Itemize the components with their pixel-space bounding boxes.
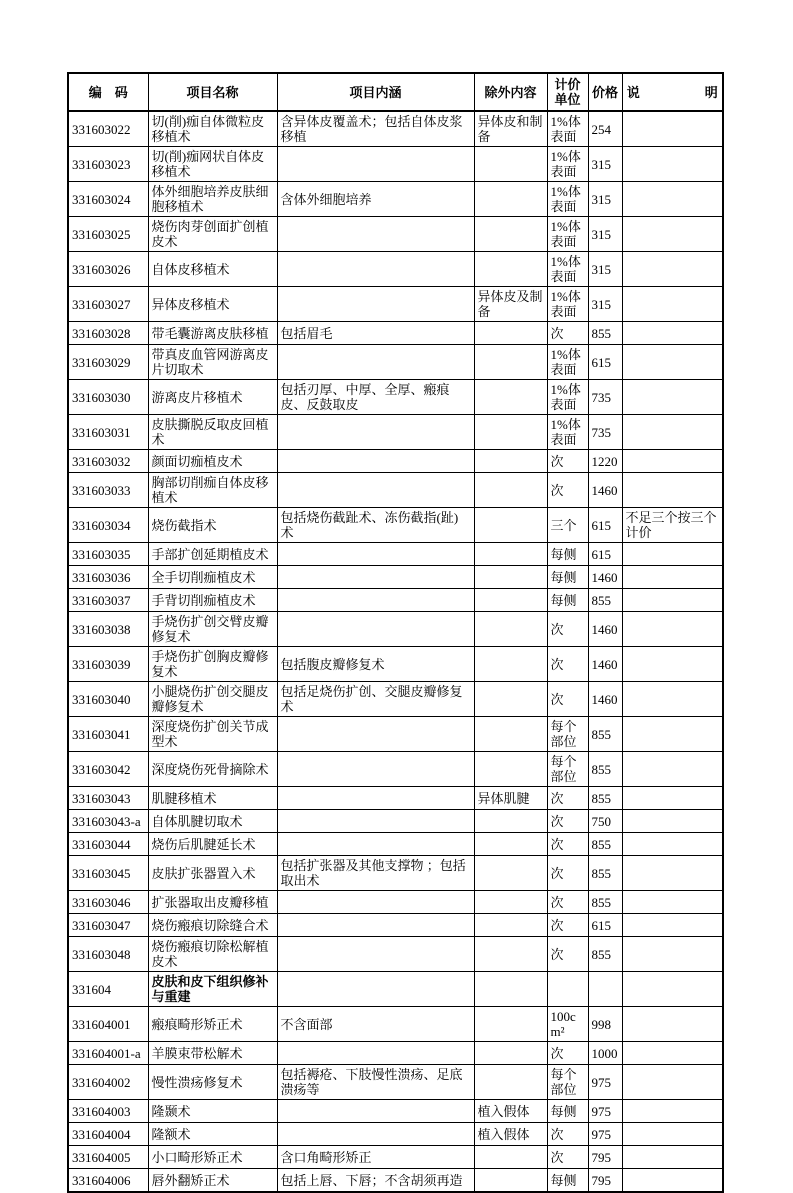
cell-code: 331603026: [68, 252, 148, 287]
cell-price: 315: [588, 252, 622, 287]
table-row: [68, 891, 723, 914]
cell-content: [277, 1100, 474, 1123]
cell-content: [277, 1123, 474, 1146]
column-header-unit: 计价单位: [547, 73, 588, 111]
header-row: [68, 73, 723, 111]
cell-content: 包括上唇、下唇；不含胡须再造: [277, 1169, 474, 1193]
cell-exclusion: [474, 1169, 547, 1193]
cell-content: [277, 589, 474, 612]
cell-exclusion: 植入假体: [474, 1100, 547, 1123]
table-row: [68, 1146, 723, 1169]
cell-code: 331603035: [68, 543, 148, 566]
cell-price: 855: [588, 787, 622, 810]
cell-price: 975: [588, 1065, 622, 1100]
cell-code: 331603037: [68, 589, 148, 612]
cell-code: 331603033: [68, 473, 148, 508]
cell-unit: 次: [547, 833, 588, 856]
cell-exclusion: [474, 972, 547, 1007]
table-row: [68, 856, 723, 891]
cell-note: [622, 473, 723, 508]
table-row: [68, 111, 723, 147]
cell-unit: 1%体表面: [547, 252, 588, 287]
cell-content: [277, 147, 474, 182]
cell-content: 包括腹皮瓣修复术: [277, 647, 474, 682]
cell-content: [277, 891, 474, 914]
cell-content: [277, 717, 474, 752]
table-row: [68, 508, 723, 543]
cell-exclusion: [474, 415, 547, 450]
cell-price: 795: [588, 1146, 622, 1169]
cell-price: 1460: [588, 682, 622, 717]
cell-code: 331604001-a: [68, 1042, 148, 1065]
cell-code: 331604005: [68, 1146, 148, 1169]
cell-price: 855: [588, 322, 622, 345]
table-row: [68, 937, 723, 972]
cell-note: [622, 566, 723, 589]
cell-name: 肌腱移植术: [148, 787, 277, 810]
cell-exclusion: [474, 147, 547, 182]
cell-exclusion: [474, 345, 547, 380]
cell-code: 331604003: [68, 1100, 148, 1123]
cell-price: 1460: [588, 647, 622, 682]
cell-name: 手背切削痂植皮术: [148, 589, 277, 612]
cell-price: 975: [588, 1123, 622, 1146]
table-row: [68, 566, 723, 589]
table-row: [68, 345, 723, 380]
cell-price: 1220: [588, 450, 622, 473]
cell-exclusion: [474, 473, 547, 508]
cell-note: [622, 1169, 723, 1193]
cell-price: 735: [588, 380, 622, 415]
column-header-name: 项目名称: [148, 73, 277, 111]
cell-note: [622, 287, 723, 322]
table-row: [68, 612, 723, 647]
cell-content: [277, 566, 474, 589]
cell-code: 331603042: [68, 752, 148, 787]
table-row: [68, 1123, 723, 1146]
cell-name: 隆颞术: [148, 1100, 277, 1123]
cell-note: [622, 450, 723, 473]
cell-content: 包括刃厚、中厚、全厚、瘢痕皮、反鼓取皮: [277, 380, 474, 415]
cell-unit: 次: [547, 787, 588, 810]
cell-content: [277, 217, 474, 252]
cell-code: 331604001: [68, 1007, 148, 1042]
cell-code: 331603046: [68, 891, 148, 914]
cell-name: 胸部切削痂自体皮移植术: [148, 473, 277, 508]
cell-content: 包括扩张器及其他支撑物 ；包括取出术: [277, 856, 474, 891]
cell-content: [277, 972, 474, 1007]
cell-name: 带毛囊游离皮肤移植: [148, 322, 277, 345]
table-row: [68, 787, 723, 810]
cell-price: 254: [588, 111, 622, 147]
cell-content: 包括烧伤截趾术、冻伤截指(趾)术: [277, 508, 474, 543]
cell-code: 331603048: [68, 937, 148, 972]
cell-note: [622, 380, 723, 415]
cell-price: 855: [588, 717, 622, 752]
cell-unit: 每侧: [547, 566, 588, 589]
cell-name: 手烧伤扩创交臂皮瓣修复术: [148, 612, 277, 647]
cell-unit: 次: [547, 810, 588, 833]
cell-note: [622, 322, 723, 345]
cell-unit: 100cm²: [547, 1007, 588, 1042]
cell-exclusion: [474, 856, 547, 891]
cell-exclusion: [474, 182, 547, 217]
cell-exclusion: [474, 647, 547, 682]
cell-note: [622, 833, 723, 856]
cell-name: 皮肤和皮下组织修补与重建: [148, 972, 277, 1007]
cell-unit: 1%体表面: [547, 111, 588, 147]
cell-note: [622, 589, 723, 612]
cell-content: 不含面部: [277, 1007, 474, 1042]
cell-price: 855: [588, 833, 622, 856]
cell-exclusion: [474, 217, 547, 252]
cell-code: 331603027: [68, 287, 148, 322]
cell-price: 855: [588, 856, 622, 891]
cell-name: 瘢痕畸形矫正术: [148, 1007, 277, 1042]
cell-note: [622, 345, 723, 380]
table-row: [68, 217, 723, 252]
table-row: [68, 147, 723, 182]
cell-exclusion: [474, 252, 547, 287]
cell-note: [622, 147, 723, 182]
cell-unit: 次: [547, 682, 588, 717]
cell-code: 331603029: [68, 345, 148, 380]
cell-unit: 次: [547, 450, 588, 473]
cell-exclusion: 异体皮和制备: [474, 111, 547, 147]
cell-unit: 次: [547, 937, 588, 972]
cell-exclusion: [474, 891, 547, 914]
cell-name: 手烧伤扩创胸皮瓣修复术: [148, 647, 277, 682]
cell-exclusion: [474, 589, 547, 612]
table-row: [68, 682, 723, 717]
cell-unit: 1%体表面: [547, 345, 588, 380]
cell-note: [622, 415, 723, 450]
cell-code: 331603031: [68, 415, 148, 450]
cell-name: 深度烧伤死骨摘除术: [148, 752, 277, 787]
cell-unit: 次: [547, 612, 588, 647]
table-row: [68, 380, 723, 415]
cell-note: [622, 787, 723, 810]
cell-unit: 1%体表面: [547, 380, 588, 415]
column-header-exclusion: 除外内容: [474, 73, 547, 111]
cell-unit: 次: [547, 914, 588, 937]
cell-content: 含口角畸形矫正: [277, 1146, 474, 1169]
cell-price: 855: [588, 937, 622, 972]
cell-name: 手部扩创延期植皮术: [148, 543, 277, 566]
cell-name: 自体肌腱切取术: [148, 810, 277, 833]
cell-note: [622, 717, 723, 752]
cell-unit: 1%体表面: [547, 415, 588, 450]
cell-price: 855: [588, 752, 622, 787]
cell-price: 1460: [588, 473, 622, 508]
cell-code: 331603022: [68, 111, 148, 147]
cell-price: 855: [588, 589, 622, 612]
cell-content: [277, 810, 474, 833]
cell-exclusion: 异体肌腱: [474, 787, 547, 810]
cell-price: 1460: [588, 566, 622, 589]
cell-note: [622, 612, 723, 647]
cell-price: 998: [588, 1007, 622, 1042]
cell-content: [277, 937, 474, 972]
medical-fee-schedule-table: [67, 72, 724, 1193]
cell-name: 全手切削痂植皮术: [148, 566, 277, 589]
cell-code: 331603036: [68, 566, 148, 589]
cell-code: 331603028: [68, 322, 148, 345]
cell-unit: 每侧: [547, 543, 588, 566]
table-row: [68, 1100, 723, 1123]
cell-note: [622, 1123, 723, 1146]
cell-content: 包括足烧伤扩创、交腿皮瓣修复术: [277, 682, 474, 717]
table-row: [68, 415, 723, 450]
cell-name: 深度烧伤扩创关节成型术: [148, 717, 277, 752]
cell-code: 331603047: [68, 914, 148, 937]
cell-price: 855: [588, 891, 622, 914]
cell-name: 烧伤瘢痕切除缝合术: [148, 914, 277, 937]
cell-exclusion: [474, 682, 547, 717]
cell-unit: 次: [547, 473, 588, 508]
cell-name: 烧伤截指术: [148, 508, 277, 543]
cell-note: [622, 891, 723, 914]
cell-name: 小腿烧伤扩创交腿皮瓣修复术: [148, 682, 277, 717]
table-body: [68, 111, 723, 1192]
table-row: [68, 473, 723, 508]
cell-unit: 三个: [547, 508, 588, 543]
cell-note: [622, 1007, 723, 1042]
cell-exclusion: 异体皮及制备: [474, 287, 547, 322]
cell-code: 331603040: [68, 682, 148, 717]
table-row: [68, 833, 723, 856]
cell-note: [622, 937, 723, 972]
cell-name: 烧伤后肌腱延长术: [148, 833, 277, 856]
cell-name: 唇外翻矫正术: [148, 1169, 277, 1193]
cell-note: [622, 252, 723, 287]
cell-note: [622, 682, 723, 717]
cell-content: 包括褥疮、下肢慢性溃疡、足底溃疡等: [277, 1065, 474, 1100]
cell-price: 615: [588, 508, 622, 543]
cell-unit: [547, 972, 588, 1007]
cell-price: 735: [588, 415, 622, 450]
cell-content: [277, 473, 474, 508]
table-row: [68, 717, 723, 752]
cell-name: 隆额术: [148, 1123, 277, 1146]
table-row: [68, 1007, 723, 1042]
cell-code: 331603041: [68, 717, 148, 752]
column-header-code: 编 码: [68, 73, 148, 111]
cell-note: [622, 543, 723, 566]
cell-name: 皮肤扩张器置入术: [148, 856, 277, 891]
table-row: [68, 914, 723, 937]
cell-exclusion: [474, 543, 547, 566]
cell-name: 皮肤撕脱反取皮回植术: [148, 415, 277, 450]
cell-unit: 1%体表面: [547, 287, 588, 322]
cell-note: [622, 914, 723, 937]
cell-unit: 每个部位: [547, 1065, 588, 1100]
cell-unit: 次: [547, 1146, 588, 1169]
cell-exclusion: [474, 833, 547, 856]
cell-exclusion: 植入假体: [474, 1123, 547, 1146]
cell-note: [622, 1042, 723, 1065]
cell-unit: 每侧: [547, 589, 588, 612]
cell-exclusion: [474, 914, 547, 937]
cell-price: 975: [588, 1100, 622, 1123]
column-header-content: 项目内涵: [277, 73, 474, 111]
column-header-price: 价格: [588, 73, 622, 111]
cell-code: 331603034: [68, 508, 148, 543]
cell-name: 体外细胞培养皮肤细胞移植术: [148, 182, 277, 217]
cell-note: [622, 647, 723, 682]
cell-code: 331603024: [68, 182, 148, 217]
cell-code: 331603038: [68, 612, 148, 647]
cell-unit: 1%体表面: [547, 182, 588, 217]
table-row: [68, 182, 723, 217]
cell-content: [277, 252, 474, 287]
cell-note: [622, 810, 723, 833]
cell-code: 331603023: [68, 147, 148, 182]
cell-exclusion: [474, 1007, 547, 1042]
cell-name: 慢性溃疡修复术: [148, 1065, 277, 1100]
cell-exclusion: [474, 717, 547, 752]
cell-note: [622, 856, 723, 891]
cell-price: 795: [588, 1169, 622, 1193]
cell-note: [622, 111, 723, 147]
cell-content: [277, 787, 474, 810]
cell-content: [277, 287, 474, 322]
cell-code: 331603039: [68, 647, 148, 682]
cell-price: 615: [588, 914, 622, 937]
cell-content: 含异体皮覆盖术；包括自体皮浆移植: [277, 111, 474, 147]
table-header: [68, 73, 723, 111]
table-row: [68, 322, 723, 345]
cell-exclusion: [474, 380, 547, 415]
cell-price: 315: [588, 217, 622, 252]
cell-code: 331604: [68, 972, 148, 1007]
cell-unit: 每侧: [547, 1169, 588, 1193]
cell-name: 羊膜束带松解术: [148, 1042, 277, 1065]
cell-exclusion: [474, 450, 547, 473]
cell-code: 331603044: [68, 833, 148, 856]
cell-price: 315: [588, 287, 622, 322]
cell-content: [277, 752, 474, 787]
cell-unit: 次: [547, 1123, 588, 1146]
cell-name: 扩张器取出皮瓣移植: [148, 891, 277, 914]
cell-note: [622, 1146, 723, 1169]
cell-content: [277, 833, 474, 856]
table-row: [68, 543, 723, 566]
table-row: [68, 1169, 723, 1193]
cell-exclusion: [474, 508, 547, 543]
cell-exclusion: [474, 1042, 547, 1065]
cell-code: 331603043: [68, 787, 148, 810]
cell-content: 含体外细胞培养: [277, 182, 474, 217]
table-row: [68, 810, 723, 833]
cell-unit: 每侧: [547, 1100, 588, 1123]
cell-name: 异体皮移植术: [148, 287, 277, 322]
cell-exclusion: [474, 810, 547, 833]
cell-name: 切(削)痂网状自体皮移植术: [148, 147, 277, 182]
cell-name: 小口畸形矫正术: [148, 1146, 277, 1169]
cell-unit: 次: [547, 647, 588, 682]
cell-code: 331603032: [68, 450, 148, 473]
cell-price: 1000: [588, 1042, 622, 1065]
table-row: [68, 287, 723, 322]
cell-code: 331603043-a: [68, 810, 148, 833]
cell-unit: 1%体表面: [547, 147, 588, 182]
cell-unit: 1%体表面: [547, 217, 588, 252]
cell-name: 自体皮移植术: [148, 252, 277, 287]
cell-name: 切(削)痂自体微粒皮移植术: [148, 111, 277, 147]
cell-unit: 次: [547, 856, 588, 891]
table-row: [68, 589, 723, 612]
cell-note: [622, 217, 723, 252]
cell-price: 315: [588, 182, 622, 217]
cell-exclusion: [474, 1065, 547, 1100]
table-row: [68, 252, 723, 287]
cell-name: 游离皮片移植术: [148, 380, 277, 415]
cell-price: [588, 972, 622, 1007]
cell-content: [277, 612, 474, 647]
cell-content: [277, 543, 474, 566]
table-row: [68, 647, 723, 682]
cell-price: 615: [588, 543, 622, 566]
table-row: [68, 1065, 723, 1100]
table-row: [68, 752, 723, 787]
cell-exclusion: [474, 752, 547, 787]
cell-note: [622, 1100, 723, 1123]
cell-code: 331604004: [68, 1123, 148, 1146]
cell-price: 315: [588, 147, 622, 182]
column-header-note: 说 明: [622, 73, 723, 111]
section-row: [68, 972, 723, 1007]
cell-content: [277, 345, 474, 380]
cell-price: 1460: [588, 612, 622, 647]
cell-content: [277, 450, 474, 473]
cell-name: 带真皮血管网游离皮片切取术: [148, 345, 277, 380]
cell-price: 750: [588, 810, 622, 833]
cell-exclusion: [474, 566, 547, 589]
cell-content: [277, 914, 474, 937]
cell-note: [622, 1065, 723, 1100]
cell-code: 331603045: [68, 856, 148, 891]
table-row: [68, 450, 723, 473]
cell-note: [622, 752, 723, 787]
cell-exclusion: [474, 612, 547, 647]
cell-unit: 每个部位: [547, 717, 588, 752]
cell-exclusion: [474, 322, 547, 345]
table-row: [68, 1042, 723, 1065]
cell-unit: 次: [547, 1042, 588, 1065]
cell-content: [277, 1042, 474, 1065]
cell-content: 包括眉毛: [277, 322, 474, 345]
cell-price: 615: [588, 345, 622, 380]
cell-code: 331603025: [68, 217, 148, 252]
cell-unit: 每个部位: [547, 752, 588, 787]
cell-code: 331604006: [68, 1169, 148, 1193]
cell-unit: 次: [547, 891, 588, 914]
cell-unit: 次: [547, 322, 588, 345]
cell-content: [277, 415, 474, 450]
cell-note: 不足三个按三个计价: [622, 508, 723, 543]
cell-code: 331604002: [68, 1065, 148, 1100]
cell-exclusion: [474, 937, 547, 972]
cell-name: 颜面切痂植皮术: [148, 450, 277, 473]
cell-name: 烧伤肉芽创面扩创植皮术: [148, 217, 277, 252]
cell-code: 331603030: [68, 380, 148, 415]
cell-exclusion: [474, 1146, 547, 1169]
cell-note: [622, 972, 723, 1007]
cell-name: 烧伤瘢痕切除松解植皮术: [148, 937, 277, 972]
cell-note: [622, 182, 723, 217]
